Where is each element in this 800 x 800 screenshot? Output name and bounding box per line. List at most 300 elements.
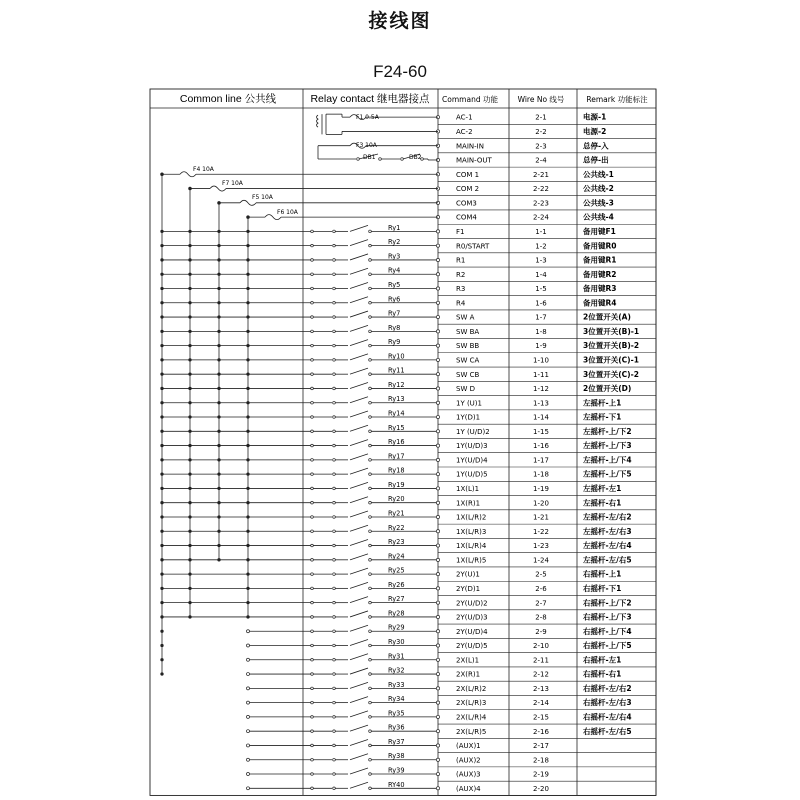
open-node <box>247 701 250 704</box>
terminal-node <box>436 244 439 247</box>
relay-label: Ry36 <box>388 723 405 732</box>
relay-dot <box>333 644 336 647</box>
relay-dot <box>333 544 336 547</box>
relay-contact-switch <box>350 554 368 560</box>
header-relay-contact: Relay contact 继电器接点 <box>310 93 430 105</box>
relay-dot <box>333 573 336 576</box>
command-cell: R0/START <box>456 242 490 251</box>
relay-dot <box>311 473 314 476</box>
relay-dot <box>311 416 314 419</box>
relay-dot <box>369 359 372 362</box>
terminal-node <box>436 687 439 690</box>
command-cell: R4 <box>456 299 466 308</box>
relay-dot <box>311 573 314 576</box>
command-cell: AC-1 <box>456 113 473 122</box>
open-node <box>247 744 250 747</box>
header-common-line: Common line 公共线 <box>179 93 277 105</box>
relay-contact-switch <box>350 568 368 574</box>
remark-cell: 3位置开关(B)-1 <box>583 326 640 336</box>
command-cell: (AUX)4 <box>456 784 481 793</box>
command-cell: (AUX)2 <box>456 756 481 765</box>
page-title: 接线图 <box>368 10 432 32</box>
bus-node <box>161 644 164 647</box>
bus-node <box>161 658 164 661</box>
wire-no-cell: 2-7 <box>535 599 547 608</box>
terminal-node <box>436 601 439 604</box>
command-cell: 2Y(U/D)3 <box>456 613 488 622</box>
relay-dot <box>369 430 372 433</box>
relay-label: Ry1 <box>388 223 401 232</box>
remark-cell: 左摇杆-右1 <box>583 498 622 508</box>
relay-dot <box>333 430 336 433</box>
relay-dot <box>369 530 372 533</box>
relay-dot <box>333 330 336 333</box>
relay-contact-switch <box>350 611 368 617</box>
command-cell: COM3 <box>456 199 477 208</box>
wire-no-cell: 2-21 <box>533 170 549 179</box>
wire-no-cell: 1-9 <box>535 342 547 351</box>
db2-label: DB2 <box>409 154 422 161</box>
relay-label: Ry37 <box>388 737 405 746</box>
relay-contact-switch <box>350 625 368 631</box>
relay-label: Ry11 <box>388 366 405 375</box>
wire-no-cell: 2-22 <box>533 185 549 194</box>
relay-contact-switch <box>350 297 368 303</box>
fuse-label-f4: F4 10A <box>193 166 214 173</box>
fuse-label-f5: F5 10A <box>252 194 273 201</box>
terminal-node <box>436 672 439 675</box>
relay-dot <box>311 787 314 790</box>
relay-label: Ry7 <box>388 309 401 318</box>
terminal-node <box>436 715 439 718</box>
command-cell: COM4 <box>456 213 477 222</box>
relay-contact-switch <box>350 768 368 774</box>
relay-dot <box>369 644 372 647</box>
wire-no-cell: 1-16 <box>533 442 549 451</box>
remark-cell: 右摇杆-上/下5 <box>583 641 632 651</box>
command-cell: 1Y(D)1 <box>456 413 481 422</box>
relay-dot <box>311 616 314 619</box>
relay-contact-switch <box>350 540 368 546</box>
relay-dot <box>333 616 336 619</box>
wire-no-cell: 2-3 <box>535 142 547 151</box>
relay-dot <box>311 259 314 262</box>
relay-contact-switch <box>350 482 368 488</box>
command-cell: 2Y(U/D)4 <box>456 627 488 636</box>
terminal-node <box>436 573 439 576</box>
relay-dot <box>333 487 336 490</box>
terminal-node <box>436 487 439 490</box>
remark-cell: 左摇杆-左1 <box>583 484 622 494</box>
terminal-node <box>436 615 439 618</box>
relay-dot <box>333 687 336 690</box>
wire-no-cell: 2-2 <box>535 128 547 137</box>
wire-no-cell: 1-1 <box>535 227 547 236</box>
relay-dot <box>369 387 372 390</box>
remark-cell: 左摇杆-上/下2 <box>583 426 632 436</box>
relay-dot <box>333 773 336 776</box>
terminal-node <box>436 772 439 775</box>
relay-dot <box>333 716 336 719</box>
remark-cell: 备用键R4 <box>583 298 617 308</box>
remark-cell: 2位置开关(A) <box>583 312 631 322</box>
relay-dot <box>369 658 372 661</box>
open-node <box>247 758 250 761</box>
remark-cell: 右摇杆-右1 <box>583 669 622 679</box>
relay-dot <box>369 787 372 790</box>
remark-cell: 3位置开关(B)-2 <box>583 341 640 351</box>
relay-label: Ry24 <box>388 552 405 561</box>
remark-cell: 右摇杆-上/下2 <box>583 598 632 608</box>
text-layer <box>180 92 648 793</box>
relay-label: Ry25 <box>388 566 405 575</box>
transformer-winding <box>317 115 319 127</box>
terminal-node <box>436 315 439 318</box>
command-cell: 2Y(U/D)2 <box>456 599 488 608</box>
command-cell: 1Y (U)1 <box>456 399 482 408</box>
relay-dot <box>333 373 336 376</box>
relay-contact-switch <box>350 311 368 317</box>
wire-no-cell: 1-19 <box>533 485 549 494</box>
fuse-label-f3: F3 10A <box>356 142 377 149</box>
command-cell: 2X(L/R)2 <box>456 684 487 693</box>
remark-cell: 总停-出 <box>583 155 609 165</box>
command-cell: 2Y(D)1 <box>456 584 481 593</box>
relay-dot <box>369 444 372 447</box>
relay-dot <box>333 701 336 704</box>
relay-dot <box>369 758 372 761</box>
command-cell: 2Y(U)1 <box>456 570 480 579</box>
wire-no-cell: 1-4 <box>535 270 547 279</box>
remark-cell: 备用键R2 <box>583 269 617 279</box>
relay-dot <box>369 630 372 633</box>
terminal-node <box>436 387 439 390</box>
relay-dot <box>369 673 372 676</box>
relay-dot <box>333 287 336 290</box>
remark-cell: 公共线-2 <box>583 184 614 194</box>
relay-dot <box>333 673 336 676</box>
wire-no-cell: 2-5 <box>535 570 547 579</box>
command-cell: 2X(L/R)4 <box>456 713 487 722</box>
relay-label: Ry17 <box>388 452 405 461</box>
wire-no-cell: 1-2 <box>535 242 547 251</box>
relay-dot <box>369 459 372 462</box>
relay-dot <box>333 230 336 233</box>
open-node <box>247 687 250 690</box>
wire-no-cell: 2-4 <box>535 156 547 165</box>
relay-dot <box>369 230 372 233</box>
command-cell: SW CB <box>456 370 480 379</box>
bus-node <box>161 673 164 676</box>
terminal-node <box>436 401 439 404</box>
terminal-node <box>436 473 439 476</box>
terminal-node <box>436 373 439 376</box>
relay-dot <box>311 359 314 362</box>
remark-cell: 左摇杆-下1 <box>583 412 622 422</box>
relay-dot <box>369 316 372 319</box>
relay-dot <box>311 630 314 633</box>
command-cell: 2Y(U/D)5 <box>456 642 488 651</box>
command-cell: 2X(R)1 <box>456 670 481 679</box>
command-cell: SW CA <box>456 356 480 365</box>
wire-no-cell: 1-17 <box>533 456 549 465</box>
relay-dot <box>311 730 314 733</box>
terminal-node <box>436 701 439 704</box>
relay-contact-switch <box>350 368 368 374</box>
open-node <box>247 630 250 633</box>
header-wire-no: Wire No 线号 <box>517 95 565 104</box>
relay-dot <box>369 244 372 247</box>
relay-contact-switch <box>350 283 368 289</box>
wire-no-cell: 2-19 <box>533 770 549 779</box>
terminal-node <box>436 587 439 590</box>
remark-cell: 3位置开关(C)-1 <box>583 355 639 365</box>
relay-contact-switch <box>350 682 368 688</box>
open-node <box>247 787 250 790</box>
wire-no-cell: 1-6 <box>535 299 547 308</box>
terminal-node <box>436 501 439 504</box>
relay-contact-switch <box>350 411 368 417</box>
relay-contact-switch <box>350 711 368 717</box>
wire-no-cell: 2-14 <box>533 699 549 708</box>
command-cell: 1Y(U/D)4 <box>456 456 488 465</box>
terminal-node <box>436 458 439 461</box>
terminal-node <box>436 658 439 661</box>
remark-cell: 左摇杆-左/右4 <box>583 541 632 551</box>
relay-dot <box>369 716 372 719</box>
wire-no-cell: 1-7 <box>535 313 547 322</box>
remark-cell: 3位置开关(C)-2 <box>583 369 639 379</box>
relay-dot <box>311 244 314 247</box>
wire-no-cell: 2-13 <box>533 684 549 693</box>
relay-dot <box>333 501 336 504</box>
command-cell: F1 <box>456 227 465 236</box>
relay-dot <box>333 658 336 661</box>
command-cell: 2X(L)1 <box>456 656 480 665</box>
relay-label: Ry22 <box>388 523 405 532</box>
open-node <box>247 644 250 647</box>
relay-label: Ry2 <box>388 238 401 247</box>
wire-no-cell: 1-12 <box>533 385 549 394</box>
wire-no-cell: 1-15 <box>533 427 549 436</box>
relay-dot <box>369 373 372 376</box>
wire-no-cell: 2-20 <box>533 784 549 793</box>
relay-dot <box>333 473 336 476</box>
relay-label: Ry33 <box>388 680 405 689</box>
relay-label: Ry28 <box>388 609 405 618</box>
command-cell: SW A <box>456 313 475 322</box>
remark-cell: 左摇杆-左/右2 <box>583 512 632 522</box>
fuse-label-f1: F1 0.5A <box>356 114 379 121</box>
open-node <box>247 773 250 776</box>
relay-label: Ry30 <box>388 638 405 646</box>
remark-cell: 左摇杆-上/下5 <box>583 469 632 479</box>
relay-label: Ry23 <box>388 538 405 547</box>
relay-dot <box>369 687 372 690</box>
wire-no-cell: 2-11 <box>533 656 549 665</box>
relay-dot <box>369 344 372 347</box>
wire-no-cell: 1-18 <box>533 470 549 479</box>
relay-contact-switch <box>350 340 368 346</box>
relay-contact-switch <box>350 739 368 745</box>
open-node <box>247 715 250 718</box>
command-cell: 1X(L/R)3 <box>456 527 487 536</box>
relay-label: Ry29 <box>388 623 405 632</box>
com-fuse <box>240 200 256 205</box>
relay-dot <box>369 473 372 476</box>
relay-dot <box>369 559 372 562</box>
remark-cell: 右摇杆-左/右3 <box>583 698 632 708</box>
terminal-node <box>436 630 439 633</box>
command-cell: SW BB <box>456 342 480 351</box>
relay-dot <box>369 701 372 704</box>
db1-label: DB1 <box>363 154 376 161</box>
relay-contact-switch <box>350 654 368 660</box>
relay-label: Ry14 <box>388 409 405 418</box>
relay-dot <box>311 316 314 319</box>
relay-dot <box>333 530 336 533</box>
relay-dot <box>311 273 314 276</box>
relay-contact-switch <box>350 468 368 474</box>
relay-dot <box>369 544 372 547</box>
relay-label: Ry35 <box>388 709 405 718</box>
wire-no-cell: 1-23 <box>533 542 549 551</box>
relay-label: Ry16 <box>388 438 405 447</box>
relay-dot <box>369 501 372 504</box>
remark-cell: 左摇杆-上/下3 <box>583 441 632 451</box>
command-cell: 1X(L/R)4 <box>456 542 487 551</box>
relay-dot <box>369 744 372 747</box>
command-cell: 2X(L/R)3 <box>456 699 487 708</box>
relay-contact-switch <box>350 697 368 703</box>
relay-label: Ry21 <box>388 509 405 518</box>
relay-label: Ry39 <box>388 766 405 775</box>
wire-no-cell: 1-11 <box>533 370 549 379</box>
remark-cell: 备用键F1 <box>583 226 616 236</box>
relay-contact-switch <box>350 525 368 531</box>
relay-dot <box>333 244 336 247</box>
relay-dot <box>311 601 314 604</box>
model-title: F24-60 <box>373 62 427 81</box>
relay-dot <box>369 573 372 576</box>
relay-label: Ry4 <box>388 266 401 275</box>
relay-contact-switch <box>350 268 368 274</box>
command-cell: 1X(L)1 <box>456 485 480 494</box>
terminal-node <box>436 287 439 290</box>
command-cell: MAIN-IN <box>456 142 484 151</box>
relay-dot <box>333 758 336 761</box>
relay-dot <box>333 730 336 733</box>
wire-no-cell: 1-24 <box>533 556 549 565</box>
relay-label: Ry13 <box>388 395 405 404</box>
relay-contact-switch <box>350 225 368 231</box>
command-cell: 1X(L/R)5 <box>456 556 487 565</box>
command-cell: R2 <box>456 270 466 279</box>
relay-dot <box>369 773 372 776</box>
terminal-node <box>436 330 439 333</box>
wire-no-cell: 2-9 <box>535 627 547 636</box>
remark-cell: 电源-2 <box>583 127 607 137</box>
remark-cell: 右摇杆-上/下3 <box>583 612 632 622</box>
terminal-node <box>436 530 439 533</box>
relay-dot <box>369 287 372 290</box>
relay-dot <box>333 416 336 419</box>
relay-contact-switch <box>350 511 368 517</box>
relay-dot <box>311 373 314 376</box>
fuse-label-f6: F6 10A <box>277 209 298 216</box>
relay-contact-switch <box>350 325 368 331</box>
relay-dot <box>333 387 336 390</box>
relay-dot <box>369 301 372 304</box>
terminal-node <box>436 644 439 647</box>
wire-no-cell: 2-6 <box>535 584 547 593</box>
relay-contact-switch <box>350 454 368 460</box>
remark-cell: 备用键R1 <box>583 255 617 265</box>
relay-contact-switch <box>350 397 368 403</box>
relay-dot <box>311 701 314 704</box>
relay-contact-switch <box>350 354 368 360</box>
wire-no-cell: 2-23 <box>533 199 549 208</box>
relay-label: Ry12 <box>388 380 405 389</box>
relay-label: RY40 <box>388 780 405 789</box>
remark-cell: 右摇杆-左1 <box>583 655 622 665</box>
relay-label: Ry5 <box>388 281 401 289</box>
command-cell: COM 2 <box>456 185 480 194</box>
remark-cell: 右摇杆-上/下4 <box>583 626 632 636</box>
wire-no-cell: 2-8 <box>535 613 547 622</box>
relay-dot <box>311 301 314 304</box>
terminal-node <box>436 758 439 761</box>
relay-dot <box>333 787 336 790</box>
wire-no-cell: 1-20 <box>533 499 549 508</box>
relay-label: Ry15 <box>388 423 405 432</box>
terminal-node <box>436 730 439 733</box>
relay-dot <box>333 273 336 276</box>
relay-label: Ry3 <box>388 252 401 261</box>
remark-cell: 公共线-4 <box>583 212 614 222</box>
relay-dot <box>333 401 336 404</box>
remark-cell: 备用键R3 <box>583 284 617 294</box>
relay-contact-switch <box>350 754 368 760</box>
relay-label: Ry6 <box>388 295 401 304</box>
relay-dot <box>369 601 372 604</box>
remark-cell: 公共线-3 <box>583 198 614 208</box>
relay-dot <box>369 516 372 519</box>
relay-dot <box>333 587 336 590</box>
remark-cell: 公共线-1 <box>583 169 614 179</box>
wire-no-cell: 1-14 <box>533 413 549 422</box>
relay-dot <box>311 687 314 690</box>
wire-no-cell: 1-22 <box>533 527 549 536</box>
terminal-node <box>436 515 439 518</box>
command-cell: 1Y(U/D)3 <box>456 442 488 451</box>
relay-dot <box>311 530 314 533</box>
relay-label: Ry19 <box>388 480 405 489</box>
header-command: Command 功能 <box>442 95 498 104</box>
terminal-node <box>436 444 439 447</box>
relay-dot <box>333 444 336 447</box>
relay-dot <box>369 401 372 404</box>
terminal-node <box>436 273 439 276</box>
wire-no-cell: 2-12 <box>533 670 549 679</box>
wire-no-cell: 2-24 <box>533 213 549 222</box>
relay-contact-switch <box>350 440 368 446</box>
command-cell: R1 <box>456 256 466 265</box>
open-node <box>247 730 250 733</box>
terminal-node <box>436 301 439 304</box>
relay-dot <box>311 230 314 233</box>
relay-dot <box>311 758 314 761</box>
